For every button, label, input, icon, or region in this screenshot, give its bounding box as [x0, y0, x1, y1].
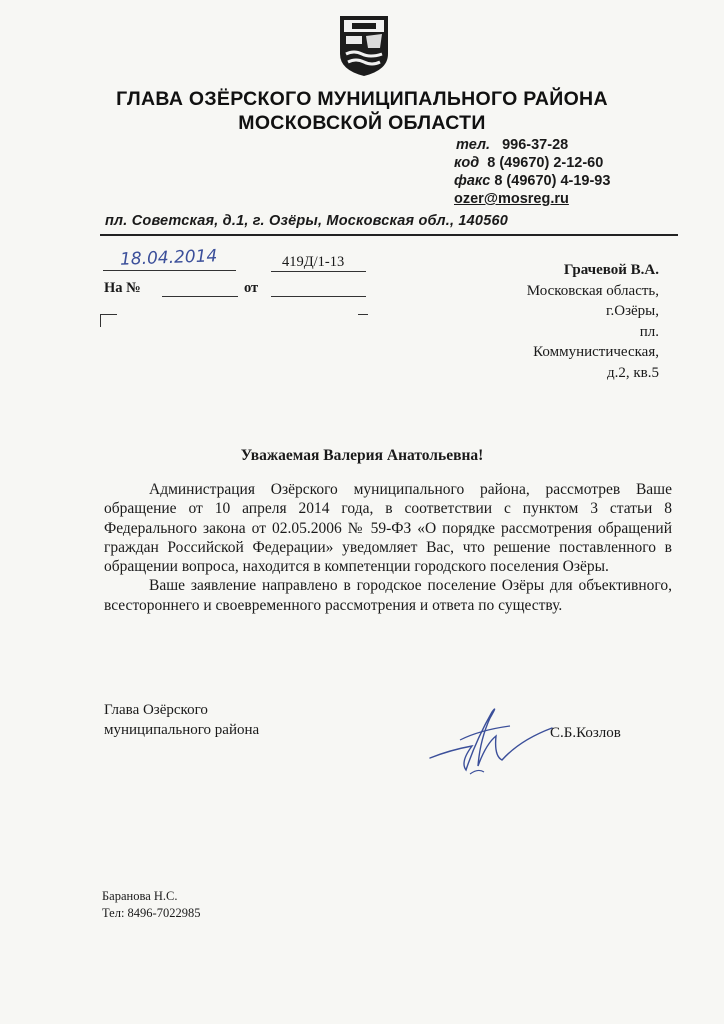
recipient-line: г.Озёры,	[606, 303, 659, 319]
recipient-line: пл.	[639, 323, 659, 340]
recipient-block	[527, 260, 659, 383]
handwritten-signature	[420, 700, 560, 780]
body-paragraph-2: Ваше заявление направлено в городское поселение Озёры для объективного, всестороннего и своевременного рассмотрения и ответа по существу.	[104, 577, 672, 614]
signer-name: С.Б.Козлов	[550, 725, 621, 741]
tel-value: 996-37-28	[502, 137, 569, 153]
org-title-line1: ГЛАВА ОЗЁРСКОГО МУНИЦИПАЛЬНОГО РАЙОНА	[116, 88, 608, 110]
recipient-name: Грачевой В.А.	[563, 262, 659, 278]
recipient-line: д.2, кв.5	[606, 364, 659, 381]
outgoing-date: 18.04.2014	[119, 246, 218, 270]
corner-mark-right	[358, 314, 368, 315]
letter-body	[104, 480, 672, 615]
performer-phone: Тел: 8496-7022985	[102, 906, 201, 920]
date-underline	[103, 270, 236, 271]
signer-position-line2: муниципального района	[104, 722, 260, 738]
contact-fax	[454, 173, 610, 189]
ot-label: от	[244, 280, 259, 296]
corner-mark-left	[100, 314, 117, 327]
outgoing-number: 419Д/1-13	[282, 254, 345, 270]
fax-label: факс	[454, 173, 491, 189]
recipient-line: Московская область,	[526, 282, 659, 299]
contact-tel	[456, 137, 568, 153]
org-title-line2: МОСКОВСКОЙ ОБЛАСТИ	[238, 112, 486, 134]
coat-of-arms-icon	[338, 14, 390, 78]
signer-position	[104, 700, 259, 740]
signer-position-line1: Глава Озёрского	[104, 702, 208, 718]
number-underline	[271, 271, 366, 272]
na-label: На №	[104, 280, 141, 296]
performer-block	[102, 888, 200, 922]
org-address: пл. Советская, д.1, г. Озёры, Московская обл., 140560	[105, 213, 508, 229]
code-label: код	[454, 155, 480, 171]
body-paragraph-1: Администрация Озёрского муниципального района, рассмотрев Ваше обращение от 10 апреля 2014 года, в соответствии с пунктом 3 статьи 8 Федерального закона от 02.05.2006 № 59-ФЗ «О порядке рассмотрения обращений граждан Российской Федерации» уведомляет Вас, что решение поставленного в обращении вопроса, находится в компетенции городского поселения Озёры.	[104, 481, 672, 576]
code-value: 8 (49670) 2-12-60	[487, 155, 604, 171]
contact-code	[454, 155, 603, 171]
ot-underline	[271, 296, 366, 297]
recipient-line: Коммунистическая,	[533, 344, 659, 360]
fax-value: 8 (49670) 4-19-93	[494, 173, 611, 189]
header-divider	[100, 234, 678, 236]
tel-label: тел.	[456, 137, 490, 153]
salutation: Уважаемая Валерия Анатольевна!	[240, 447, 484, 464]
contact-email[interactable]: ozer@mosreg.ru	[454, 191, 569, 207]
performer-name: Баранова Н.С.	[102, 889, 178, 903]
na-underline	[162, 296, 238, 297]
